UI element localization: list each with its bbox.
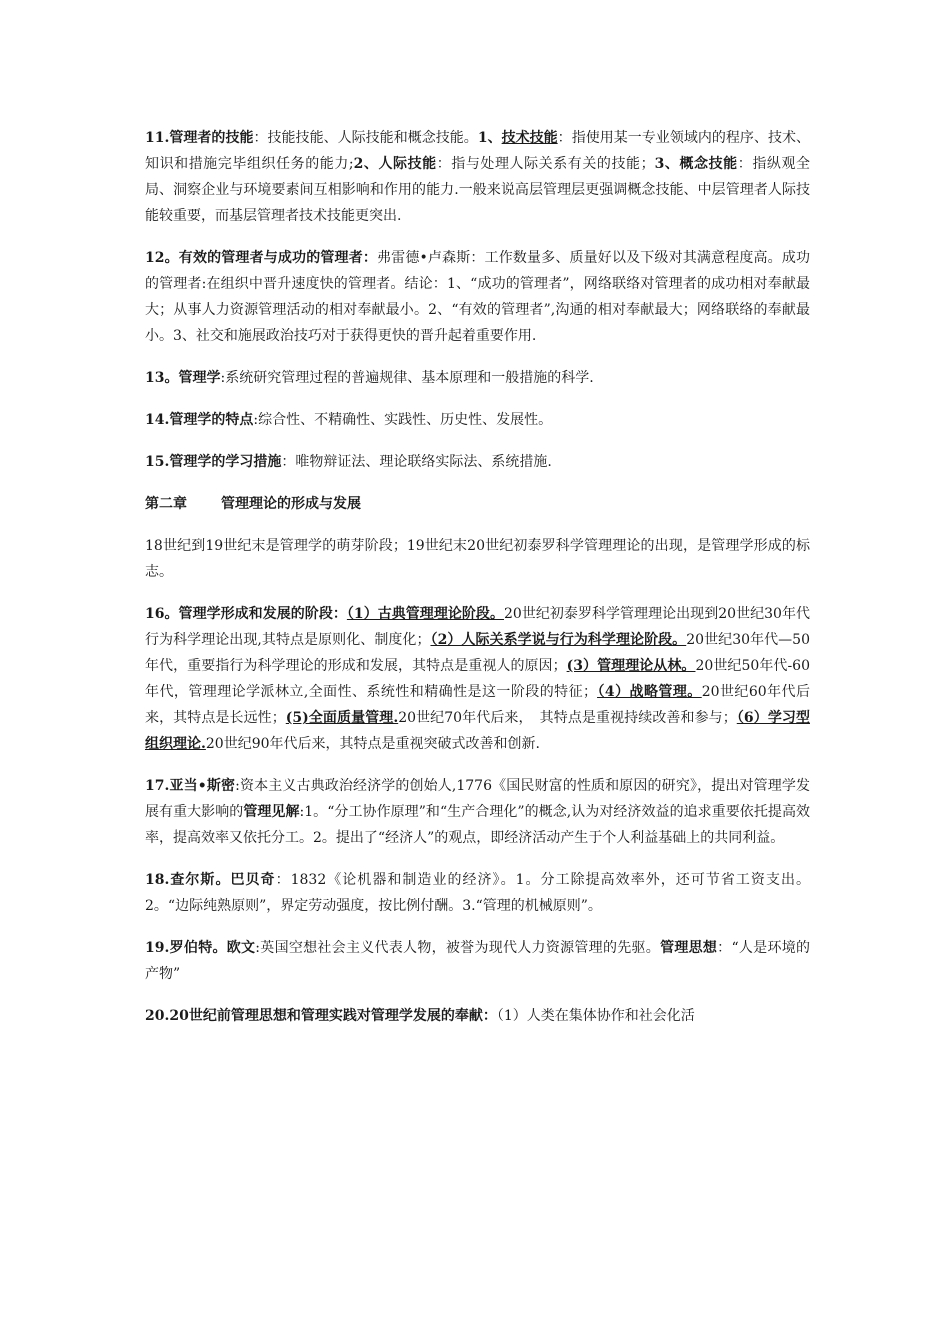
body-text: :1。“分工协作原理”和“生产合理化”的概念,认为对经济效益的追求重要依托提高效率，提高效率又依托分工。2。提出了“经济人”的观点，即经济活动产生于个人利益基础上的共同利益。 [145,804,810,846]
stage-title: （1）古典管理理论阶段。 [346,606,504,622]
paragraph-14 [145,407,810,433]
item-number: 1、 [477,130,502,146]
term-heading: 13。管理学 [145,370,221,386]
term-heading: 20.20世纪前管理思想和管理实践对管理学发展的奉献： [145,1008,497,1024]
body-text: 20世纪70年代后来， 其特点是重视持续改善和参与； [398,710,737,726]
term-heading: 12。有效的管理者与成功的管理者： [145,250,378,266]
body-text: 20世纪50年代-60年代，管理理论学派林立,全面性、系统性和精确性是这一阶段的特征； [145,658,810,700]
chapter-heading [145,491,810,517]
body-text: ：1832《论机器和制造业的经济》。1。分工除提高效率外，还可节省工资支出。2。“边际纯熟原则”，界定劳动强度，按比例付酬。3.“管理的机械原则”。 [145,872,810,914]
term-heading: 15.管理学的学习措施 [145,454,282,470]
term-heading: 11.管理者的技能 [145,130,254,146]
chapter-number: 第二章 [145,496,187,512]
body-text: 20世纪90年代后来，其特点是重视突破式改善和创新. [205,736,540,752]
body-text: 20世纪60年代后来，其特点是长远性； [145,684,810,726]
body-text: ：技能技能、人际技能和概念技能。 [253,130,478,146]
body-text: ：指使用某一专业领域内的程序、技术、知识和措施完毕组织任务的能力; [145,130,811,172]
paragraph-20 [145,1003,810,1029]
term-heading: 17.亚当•斯密 [145,778,236,794]
body-text: （1）人类在集体协作和社会化活 [496,1008,695,1024]
body-text: 20世纪30年代—50年代，重要指行为科学理论的形成和发展，其特点是重视人的原因； [145,632,810,674]
term-heading: 14.管理学的特点 [145,412,254,428]
key-term: 2、人际技能 [353,156,437,172]
key-term: 管理思想 [660,940,718,956]
body-text: ：指与处理人际关系有关的技能； [436,156,655,172]
body-text: 弗雷德•卢森斯：工作数量多、质量好以及下级对其满意程度高。成功的管理者:在组织中晋升速度快的管理者。结论：1、“成功的管理者”，网络联络对管理者的成功相对奉献最大；从事人力资源管理活动的相对奉献最小。2、“有效的管理者”,沟通的相对奉献最大；网络联络的奉献最小。3、社交和施展政治技巧对于获得更快的晋升起着重要作用. [145,250,810,344]
body-text: ：指纵观全局、洞察企业与环境要素间互相影响和作用的能力.一般来说高层管理层更强调概念技能、中层管理者人际技能较重要，而基层管理者技术技能更突出. [145,156,811,224]
paragraph-18 [145,867,810,919]
paragraph-11 [145,125,810,229]
stage-title: （4）战略管理。 [597,684,702,700]
body-text: 20世纪初泰罗科学管理理论出现到20世纪30年代行为科学理论出现,其特点是原则化、制度化； [145,606,810,648]
term-heading: 18.查尔斯。巴贝奇 [145,872,276,888]
stage-title: (3）管理理论从林。 [566,658,696,674]
key-term: 技术技能 [501,130,558,146]
body-text: :综合性、不精确性、实践性、历史性、发展性。 [253,412,553,428]
stage-title: (5)全面质量管理. [285,710,399,726]
stage-title: （6）学习型组织理论. [145,710,810,752]
paragraph-19 [145,935,810,987]
key-term: 管理见解 [243,804,300,820]
term-heading: 16。管理学形成和发展的阶段： [145,606,347,622]
body-text: :英国空想社会主义代表人物，被誉为现代人力资源管理的先驱。 [255,940,661,956]
body-text: :资本主义古典政治经济学的创始人,1776《国民财富的性质和原因的研究》，提出对管理学发展有重大影响的 [145,778,810,820]
paragraph-13 [145,365,810,391]
stage-title: （2）人际关系学说与行为科学理论阶段。 [430,632,687,648]
paragraph-15 [145,449,810,475]
body-text: ：唯物辩证法、理论联络实际法、系统措施. [281,454,552,470]
paragraph-17 [145,773,810,851]
document-body [145,125,810,1045]
term-heading: 19.罗伯特。欧文 [145,940,256,956]
paragraph-16 [145,601,810,757]
body-text: :系统研究管理过程的普遍规律、基本原理和一般措施的科学. [220,370,594,386]
paragraph-12 [145,245,810,349]
body-text: ：“人是环境的产物” [145,940,810,982]
key-term: 3、概念技能 [654,156,738,172]
chapter-intro: 18世纪到19世纪末是管理学的萌芽阶段；19世纪末20世纪初泰罗科学管理理论的出现，是管理学形成的标志。 [145,538,810,580]
chapter-title: 管理理论的形成与发展 [221,496,361,512]
